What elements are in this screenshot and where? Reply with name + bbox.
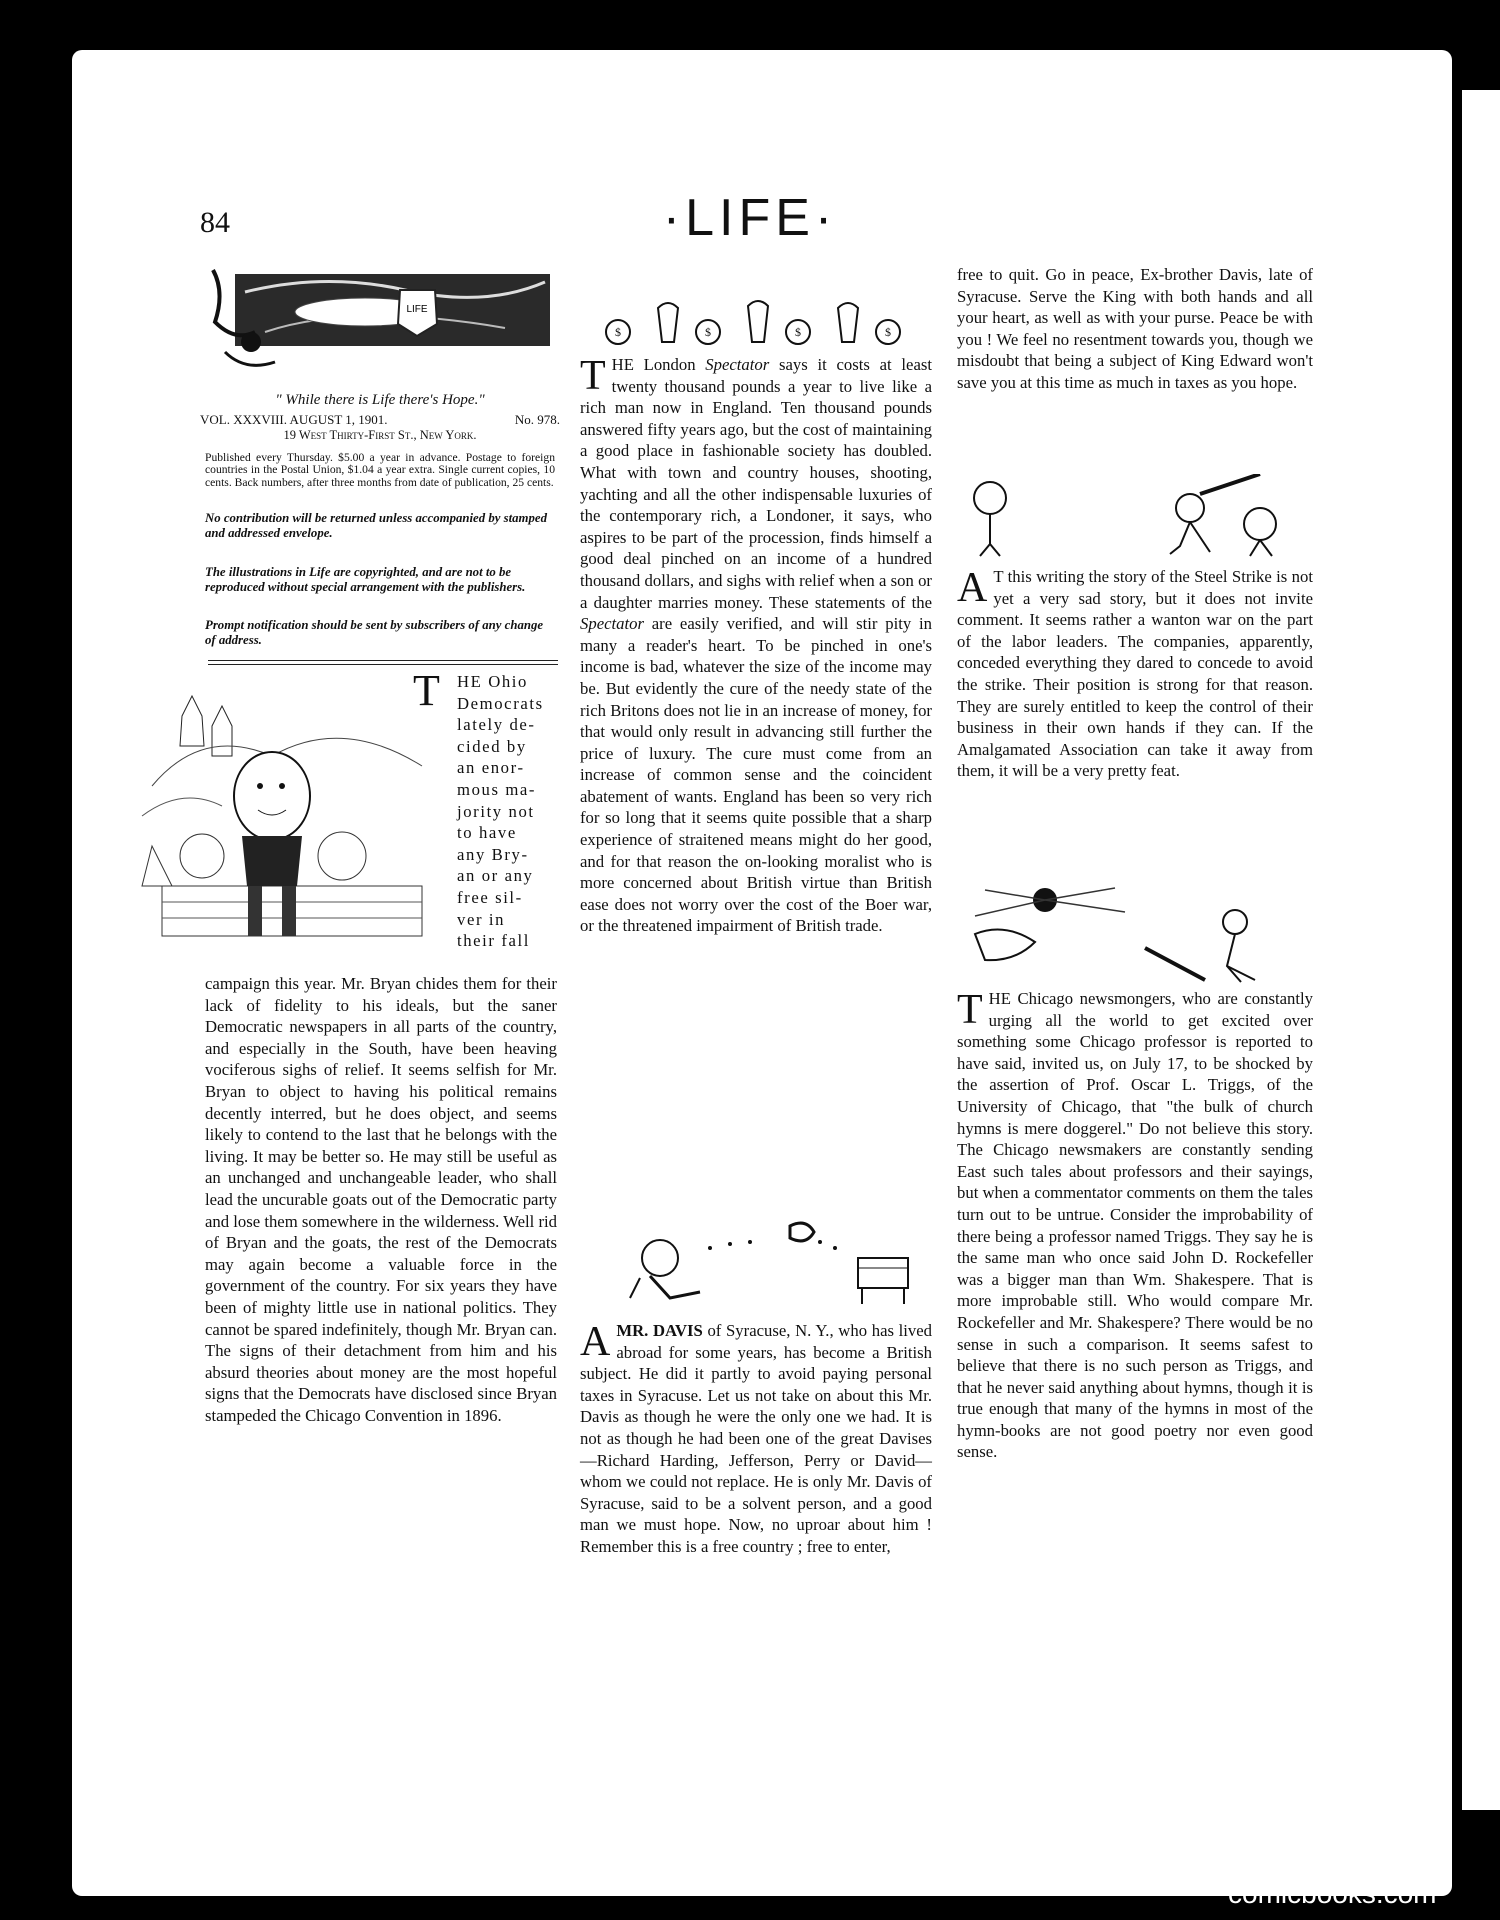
svg-text:$: $ bbox=[615, 325, 621, 339]
site-watermark: comicbooks.com bbox=[1228, 1878, 1437, 1909]
article-davis-drop-cap: A bbox=[580, 1319, 611, 1365]
sun-chase-illustration bbox=[965, 882, 1305, 988]
page-number: 84 bbox=[200, 206, 230, 239]
office-address: 19 West Thirty-First St., New York. bbox=[283, 428, 477, 442]
cartouche-lettering: LIFE bbox=[406, 304, 428, 315]
publishing-info: Published every Thursday. $5.00 a year in advance. Postage to foreign countries in the Postal Union, $1.04 a year extra. Single current copies, 10 cents. Back numbers, after three months from date of publication, 25 cents. bbox=[205, 451, 555, 489]
masthead-cartouche-illustration bbox=[205, 262, 557, 384]
publication-title: Spectator bbox=[705, 355, 770, 374]
article-ohio-body: campaign this year. Mr. Bryan chides them for their lack of fidelity to his ideals, but the saner Democratic newspapers in all parts of the country, and especially in the South, have been heaving vociferous sighs of relief. It seems selfish for Mr. Bryan to object to having his political remains decently interred, but he does object, and seems likely to contend to the last that he belongs with the living. It may be better so. He may still be useful as an unchanged and unchangeable leader, who shall lead the uncurable goats out of the Democratic party and lose them somewhere in the wilderness. Well rid of Bryan and the goats, the rest of the Democrats may again become a valuable force in the government of the country. For six years they have been of mighty little use in national politics. They cannot be spared indefinitely, though Mr. Bryan can. The signs of their detachment from him and his absurd theories about money are the most hopeful signs that the Democrats have disclosed since Bryan stampeded the Chicago Convention in 1896. bbox=[205, 974, 557, 1425]
article-davis-continued: free to quit. Go in peace, Ex-brother Davis, late of Syracuse. Serve the King with both hands and all your heart, as well as with your purse. Peace be with you ! We feel no resentment towards you, though we misdoubt that being a subject of King Edward won't save you at this time as much in taxes as you hope. bbox=[957, 265, 1313, 392]
issue-number: No. 978. bbox=[514, 412, 560, 427]
section-divider bbox=[208, 664, 558, 665]
money-bags-illustration bbox=[598, 298, 928, 348]
article-spectator-drop-cap: T bbox=[580, 353, 606, 399]
svg-text:$: $ bbox=[885, 325, 891, 339]
article-ohio bbox=[205, 666, 557, 1426]
tumbling-figure-illustration bbox=[600, 1218, 920, 1318]
volume-line bbox=[200, 412, 560, 428]
volume-date: VOL. XXXVIII. AUGUST 1, 1901. bbox=[200, 412, 388, 427]
next-page-edge bbox=[1462, 90, 1500, 1810]
address-change-notice: Prompt notification should be sent by subscribers of any change of address. bbox=[205, 618, 544, 647]
section-divider bbox=[208, 660, 558, 661]
article-steel-strike: A T this writing the story of the Steel Strike is not yet a very sad story, but it does not invite comment. It seems rather a wanton war on the part of the labor leaders. The companies, apparently, conceded everything they dared to concede to avoid the strike. Their position is strong for that reason. They are surely entitled to keep the control of their business in their own hands if they can. If the Amalgamated Association can take it away from them, it will be a very pretty feat. bbox=[957, 565, 1313, 781]
article-spectator: THE London Spectator says it costs at least twenty thousand pounds a year to live like a rich man now in England. Ten thousand pounds answered fifty years ago, but the cost of maintaining a good place in fashionable society has doubled. What with town and country houses, shooting, yachting and all the other indispensable luxuries of the contemporary rich, a Londoner, it says, who aspires to be part of the procession, finds himself a good deal pinched on an income of a hundred thousand dollars, and sighs with relief when a son or a daughter marries money. These statements of the Spectator are easily verified, and will stir pity in many a reader's heart. To be pinched in one's income is bad, whatever the size of the income may be. But evidently the cure of the needy state of the rich Britons does not lie in an increase of money, for that would only result in advancing still further the price of luxury. The cure must come from an increase of common sense and the coincident abatement of wants. England has been so very rich for so long that it seems quite possible that a sharp experience of straitened means might do her good, and for that reason the on-looking moralist who is more concerned about British virtue than British ease does not worry over the cost of the Boer war, or the threatened impairment of British trade. bbox=[580, 353, 932, 936]
article-ohio-drop-cap: T bbox=[413, 666, 440, 715]
tagline: " While there is Life there's Hope." bbox=[275, 392, 485, 408]
article-chicago: THE Chicago newsmongers, who are constantly urging all the world to get excited over something some Chicago professor is reported to have said, invited us, on July 17, to be shocked by the assertion of Prof. Oscar L. Triggs, of the University of Chicago, that "the bulk of church hymns is mere doggerel." Do not believe this story. The Chicago newsmakers are constantly sending East such tales about professors and their sayings, but when a commentator comments on them the tales turn out to be untrue. Consider the improbability of there being a professor named Triggs. They say he is the same man who once said John D. Rockefeller was a bigger man than Wm. Shakespere. That is more improbable still. Who would compare Mr. Rockefeller and Mr. Shakespere? There would be no sense in such a comparison. It seems safest to believe that there is no such person as Triggs, and that he never said anything about hymns, though it is true enough that many of the hymns in most of the hymn-books are not good poetry nor even good sense. bbox=[957, 987, 1313, 1462]
publication-title: Spectator bbox=[580, 614, 644, 634]
svg-text:$: $ bbox=[795, 325, 801, 339]
article-strike-drop-cap: A bbox=[957, 565, 988, 611]
copyright-notice: The illustrations in Life are copyrighted, and are not to be reproduced without special arrangement with the publishers. bbox=[205, 565, 526, 594]
article-davis: AMR. DAVIS of Syracuse, N. Y., who has lived abroad for some years, has become a British subject. He did it partly to avoid paying personal taxes in Syracuse. Let us not take on about this Mr. Davis as though he were the only one we had. It is not as though he had been one of the great Davises—Richard Harding, Jefferson, Perry or David—whom we could not replace. He is only Mr. Davis of Syracuse, said to be a solvent person, and a good man we must hope. Now, no uproar about him ! Remember this is a free country ; free to enter, bbox=[580, 1319, 933, 1556]
svg-text:$: $ bbox=[705, 325, 711, 339]
masthead-title: ·LIFE· bbox=[662, 189, 838, 247]
article-ohio-opening-lines: HE Ohio Democrats lately de- cided by an enor- mous ma- jority not to have any Bry- an or any free sil- ver in their fall bbox=[457, 672, 544, 951]
contributions-notice: No contribution will be returned unless accompanied by stamped and addressed envelope. bbox=[205, 511, 547, 540]
article-davis-lead: MR. DAVIS bbox=[616, 1321, 703, 1340]
article-chicago-drop-cap: T bbox=[957, 987, 983, 1033]
baseball-players-illustration bbox=[960, 474, 1310, 558]
